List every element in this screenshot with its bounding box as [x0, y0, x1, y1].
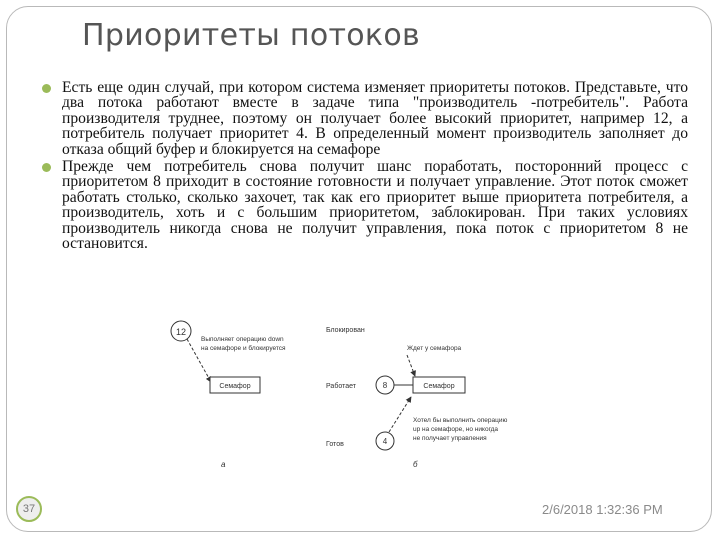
- state-labels: [326, 327, 365, 448]
- state-running: Работает: [326, 383, 356, 390]
- slide-number-badge: 37: [16, 496, 42, 522]
- note-want-line1: Хотел бы выполнить операцию: [413, 417, 508, 424]
- bullet-text-1: Есть еще один случай, при котором система изменяет приоритеты потоков. Представьте, что два потока работают вместе в задаче типа "производитель -потребитель". Работа производителя труднее, поэтому он получает более высокий приоритет, например 12, а потребитель получает приоритет 4. В определенный момент производитель заполняет до отказа общий буфер и блокируется на семафоре: [62, 79, 688, 158]
- note-want-line2: up на семафоре, но никогда: [413, 426, 499, 433]
- priority-diagram: [155, 318, 535, 478]
- state-blocked: Блокирован: [326, 327, 365, 334]
- note-wait: Ждет у семафора: [407, 345, 462, 352]
- caption-b: б: [413, 460, 418, 469]
- note-down-line1: Выполняет операцию down: [201, 336, 284, 343]
- bullet-item-1: [40, 80, 688, 157]
- note-down-line2: на семафоре и блокируется: [201, 345, 286, 352]
- bullet-dot-icon: [42, 163, 51, 172]
- note-want-line3: не получает управления: [413, 435, 487, 442]
- state-ready: Готов: [326, 441, 344, 448]
- bullet-dot-icon: [42, 84, 51, 93]
- caption-a: а: [221, 460, 226, 469]
- bullet-list: [40, 80, 688, 253]
- diagram-right: [376, 345, 507, 469]
- thread-8-label: 8: [382, 381, 388, 390]
- thread-12-label: 12: [175, 327, 187, 337]
- semaphore-label-a: Семафор: [219, 383, 251, 390]
- semaphore-label-b: Семафор: [423, 383, 455, 390]
- slide-title: Приоритеты потоков: [82, 18, 420, 53]
- arrow-4-to-semaphore: [389, 397, 411, 432]
- thread-4-label: 4: [382, 437, 388, 446]
- arrow-wait: [407, 355, 415, 376]
- slide-date: 2/6/2018 1:32:36 PM: [542, 502, 663, 517]
- bullet-text-2: Прежде чем потребитель снова получит шанс поработать, посторонний процесс с приоритетом 8 приходит в состояние готовности и получает управление. Этот поток сможет работать столько, сколько захочет, так как его приоритет выше приоритета потребителя, а производитель, хоть и с большим приоритетом, заблокирован. При таких условиях производитель никогда снова не получит управления, пока поток с приоритетом 8 не остановится.: [62, 158, 688, 253]
- bullet-item-2: [40, 159, 688, 251]
- diagram-left: [171, 321, 286, 469]
